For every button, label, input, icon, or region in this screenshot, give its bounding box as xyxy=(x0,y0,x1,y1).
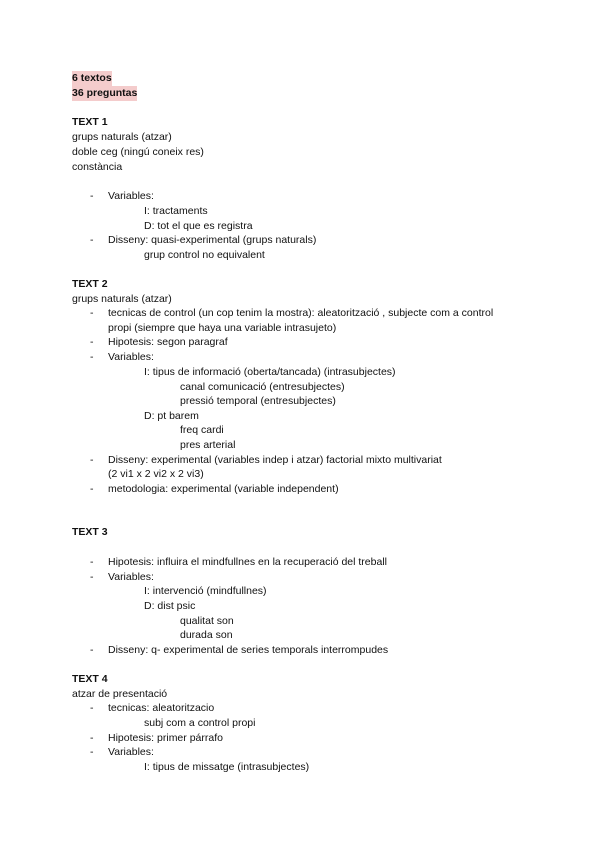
text1-line2: doble ceg (ningú coneix res) xyxy=(72,146,204,158)
text4-tecnicas: tecnicas: aleatoritzacio xyxy=(108,702,215,714)
text1-disseny: Disseny: quasi-experimental (grups naturals) xyxy=(108,234,317,246)
text2-var-d3: pres arterial xyxy=(180,439,236,451)
bullet-dash: - xyxy=(90,234,94,246)
bullet-dash: - xyxy=(90,644,94,656)
text3-var-i: I: intervenció (mindfullnes) xyxy=(144,585,267,597)
text2-var-i1: I: tipus de informació (oberta/tancada) (intrasubjectes) xyxy=(144,366,396,378)
text1-var-d: D: tot el que es registra xyxy=(144,220,253,232)
text4-var-i: I: tipus de missatge (intrasubjectes) xyxy=(144,761,310,773)
text1-var-i: I: tractaments xyxy=(144,205,208,217)
text2-variables: Variables: xyxy=(108,351,154,363)
text3-var-d3: durada son xyxy=(180,629,233,641)
text1-title: TEXT 1 xyxy=(72,116,108,128)
text3-title: TEXT 3 xyxy=(72,526,108,538)
text1-line1: grups naturals (atzar) xyxy=(72,131,172,143)
text1-line3: constància xyxy=(72,161,123,173)
text4-title: TEXT 4 xyxy=(72,673,108,685)
bullet-dash: - xyxy=(90,746,94,758)
bullet-dash: - xyxy=(90,483,94,495)
text4-variables: Variables: xyxy=(108,746,154,758)
text2-line1: grups naturals (atzar) xyxy=(72,293,172,305)
text3-var-d2: qualitat son xyxy=(180,615,234,627)
text2-tecnicas-a: tecnicas de control (un cop tenim la mostra): aleatorització , subjecte com a control xyxy=(108,307,494,319)
text2-metodologia: metodologia: experimental (variable independent) xyxy=(108,483,339,495)
text2-hipotesis: Hipotesis: segon paragraf xyxy=(108,336,228,348)
text2-disseny-a: Disseny: experimental (variables indep i atzar) factorial mixto multivariat xyxy=(108,454,442,466)
text4-line1: atzar de presentació xyxy=(72,688,168,700)
text2-title: TEXT 2 xyxy=(72,278,108,290)
doc-header-preguntas: 36 preguntas xyxy=(72,87,138,99)
doc-header-textos: 6 textos xyxy=(72,72,112,84)
text1-variables: Variables: xyxy=(108,190,154,202)
text2-var-d2: freq cardi xyxy=(180,424,224,436)
text3-hipotesis: Hipotesis: influira el mindfullnes en la recuperació del treball xyxy=(108,556,387,568)
text3-var-d: D: dist psic xyxy=(144,600,196,612)
bullet-dash: - xyxy=(90,571,94,583)
bullet-dash: - xyxy=(90,336,94,348)
text4-hipotesis: Hipotesis: primer párrafo xyxy=(108,732,223,744)
text2-var-i3: pressió temporal (entresubjectes) xyxy=(180,395,336,407)
text3-disseny: Disseny: q- experimental de series temporals interrompudes xyxy=(108,644,389,656)
bullet-dash: - xyxy=(90,556,94,568)
text4-tecnicas-sub: subj com a control propi xyxy=(144,717,256,729)
bullet-dash: - xyxy=(90,454,94,466)
bullet-dash: - xyxy=(90,307,94,319)
text3-variables: Variables: xyxy=(108,571,154,583)
bullet-dash: - xyxy=(90,702,94,714)
text2-disseny-b: (2 vi1 x 2 vi2 x 2 vi3) xyxy=(108,468,204,480)
text2-tecnicas-b: propi (siempre que haya una variable intrasujeto) xyxy=(108,322,337,334)
text2-var-i2: canal comunicació (entresubjectes) xyxy=(180,381,345,393)
bullet-dash: - xyxy=(90,190,94,202)
text2-var-d: D: pt barem xyxy=(144,410,199,422)
bullet-dash: - xyxy=(90,351,94,363)
bullet-dash: - xyxy=(90,732,94,744)
text1-disseny-sub: grup control no equivalent xyxy=(144,249,265,261)
